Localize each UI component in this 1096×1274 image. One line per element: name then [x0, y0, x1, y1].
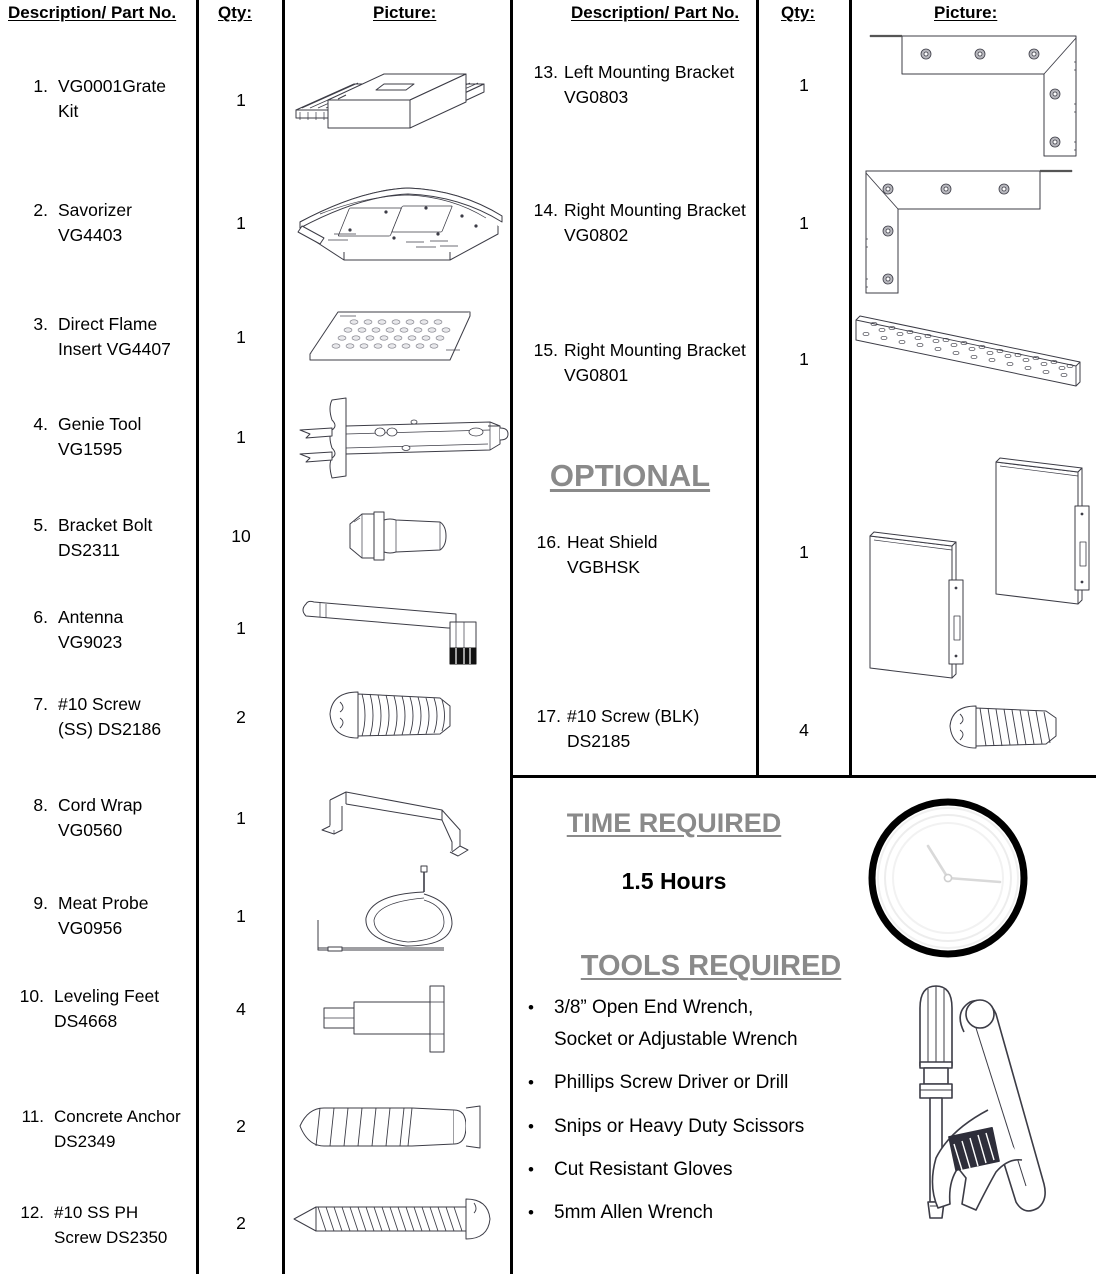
row-description-line1: Concrete Anchor [54, 1107, 181, 1126]
bullet-icon: • [528, 1117, 534, 1136]
row-description-line1: Savorizer [58, 200, 132, 220]
row-number: 4. [33, 414, 48, 434]
row-number: 9. [33, 893, 48, 913]
savorizer-icon [290, 182, 506, 272]
right-header-picture: Picture: [934, 3, 998, 22]
row-description-line2: DS2349 [54, 1132, 116, 1151]
row-number: 17. [536, 706, 561, 726]
row-number: 5. [33, 515, 48, 535]
row-qty: 10 [231, 526, 251, 546]
row-description-line1: Direct Flame [58, 314, 158, 334]
row-description-line2: (SS) DS2186 [58, 719, 162, 739]
tool-label-line1: Snips or Heavy Duty Scissors [554, 1116, 805, 1137]
left-mounting-bracket-icon [862, 30, 1084, 160]
row-description-line1: Heat Shield [567, 532, 658, 552]
row-qty: 2 [236, 707, 246, 727]
grate-kit-icon [288, 62, 504, 150]
row-description-line2: DS2311 [58, 540, 120, 560]
row-number: 16. [536, 532, 561, 552]
row-description-line2: VGBHSK [567, 557, 640, 577]
row-description-line1: #10 SS PH [54, 1203, 139, 1222]
row-description-line2: VG1595 [58, 439, 123, 459]
row-qty: 1 [236, 906, 246, 926]
row-qty: 1 [799, 542, 809, 562]
right-header-qty: Qty: [781, 3, 815, 22]
row-description-line2: VG0560 [58, 820, 123, 840]
genie-tool-icon [292, 392, 506, 478]
optional-heading: OPTIONAL [549, 458, 711, 493]
row-description-line1: Right Mounting Bracket [564, 340, 746, 360]
row-description-line1: Cord Wrap [58, 795, 143, 815]
row-qty: 1 [236, 427, 246, 447]
row-description-line2: VG4403 [58, 225, 123, 245]
row-number: 12. [20, 1203, 44, 1222]
row-description-line1: Bracket Bolt [58, 515, 153, 535]
ph-screw-icon [290, 1195, 500, 1243]
row-description-line2: VG0801 [564, 365, 629, 385]
row-description-line1: #10 Screw [58, 694, 141, 714]
bullet-icon: • [528, 1203, 534, 1222]
tool-label-line1: Phillips Screw Driver or Drill [554, 1072, 789, 1093]
row-number: 13. [533, 62, 558, 82]
meat-probe-icon [312, 862, 482, 958]
left-table-divider-picture [282, 0, 285, 1274]
row-description-line2: VG9023 [58, 632, 123, 652]
center-table-divider [510, 0, 513, 1274]
row-description-line1: Left Mounting Bracket [564, 62, 735, 82]
row-qty: 1 [236, 808, 246, 828]
row-number: 11. [21, 1107, 44, 1126]
row-qty: 2 [236, 1116, 246, 1136]
row-number: 8. [33, 795, 48, 815]
row-qty: 1 [799, 75, 809, 95]
row-number: 1. [33, 76, 48, 96]
row-description-line1: Meat Probe [58, 893, 149, 913]
tools-required-heading: TOOLS REQUIRED [580, 950, 842, 982]
right-mounting-bracket-icon [858, 165, 1084, 299]
time-required-value: 1.5 Hours [621, 868, 727, 894]
row-description-line2: DS4668 [54, 1011, 118, 1031]
left-header-qty: Qty: [218, 3, 252, 22]
row-description-line1: Antenna [58, 607, 124, 627]
left-table-divider-qty [196, 0, 199, 1274]
row-qty: 4 [799, 720, 809, 740]
row-description-line2: Kit [58, 101, 79, 121]
leveling-feet-icon [318, 982, 464, 1062]
row-description-line2: VG0803 [564, 87, 629, 107]
row-description-line1: Genie Tool [58, 414, 142, 434]
row-number: 10. [19, 986, 44, 1006]
tool-label-line2: Socket or Adjustable Wrench [554, 1029, 798, 1050]
perforated-bracket-icon [852, 310, 1088, 392]
tool-label-line1: Cut Resistant Gloves [554, 1159, 733, 1180]
heat-shield-icon [856, 450, 1090, 690]
concrete-anchor-icon [294, 1102, 494, 1152]
row-description-line2: VG0802 [564, 225, 629, 245]
row-number: 2. [33, 200, 48, 220]
bracket-bolt-icon [340, 510, 460, 564]
time-required-heading: TIME REQUIRED [566, 808, 782, 838]
screw-blk-icon [946, 700, 1076, 758]
row-description-line2: Insert VG4407 [58, 339, 171, 359]
row-description-line2: DS2185 [567, 731, 631, 751]
row-description-line2: VG0956 [58, 918, 123, 938]
row-description-line1: Leveling Feet [54, 986, 160, 1006]
row-qty: 2 [236, 1213, 246, 1233]
tool-label-line1: 5mm Allen Wrench [554, 1202, 714, 1223]
left-header-picture: Picture: [373, 3, 437, 22]
row-number: 3. [33, 314, 48, 334]
row-description-line1: #10 Screw (BLK) [567, 706, 700, 726]
row-description-line1: VG0001Grate [58, 76, 166, 96]
row-description-line2: Screw DS2350 [54, 1228, 168, 1247]
right-table-divider-qty [756, 0, 759, 778]
wall-clock-icon [866, 796, 1030, 960]
bullet-icon: • [528, 1073, 534, 1092]
right-table-bottom-rule [510, 775, 1096, 778]
row-qty: 1 [236, 213, 246, 233]
right-header-description: Description/ Part No. [571, 3, 740, 22]
row-number: 6. [33, 607, 48, 627]
tool-label-line1: 3/8” Open End Wrench, [554, 997, 754, 1018]
row-number: 15. [533, 340, 558, 360]
row-qty: 1 [799, 213, 809, 233]
row-description-line1: Right Mounting Bracket [564, 200, 746, 220]
row-number: 7. [33, 694, 48, 714]
row-qty: 1 [236, 327, 246, 347]
left-header-description: Description/ Part No. [8, 3, 177, 22]
row-qty: 4 [236, 999, 246, 1019]
direct-flame-insert-icon [300, 306, 490, 368]
row-qty: 1 [236, 618, 246, 638]
antenna-icon [298, 588, 490, 666]
bullet-icon: • [528, 998, 534, 1017]
row-qty: 1 [236, 90, 246, 110]
screw-ss-icon [322, 688, 478, 746]
cord-wrap-icon [312, 790, 478, 860]
row-qty: 1 [799, 349, 809, 369]
row-number: 14. [533, 200, 558, 220]
bullet-icon: • [528, 1160, 534, 1179]
screwdriver-and-wrench-icon [892, 972, 1072, 1222]
